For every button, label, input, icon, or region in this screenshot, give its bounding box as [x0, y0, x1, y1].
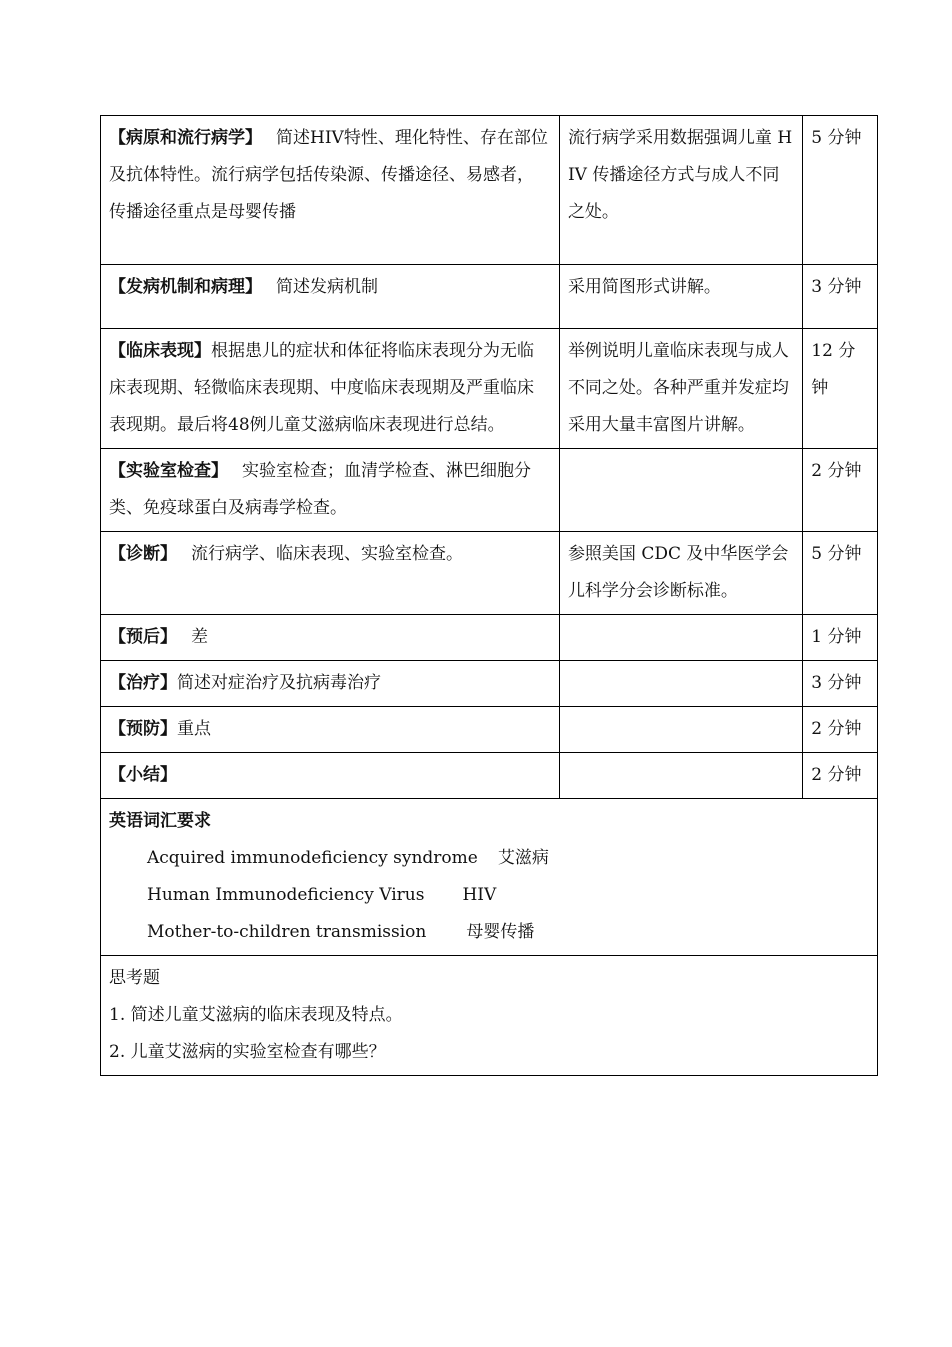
time-cell: 5 分钟 [803, 532, 878, 615]
time-cell: 2 分钟 [803, 753, 878, 799]
section-heading: 【治疗】 [109, 673, 177, 693]
section-body: 实验室检查；血清学检查、淋巴细胞分类、免疫球蛋白及病毒学检查。 [109, 461, 531, 518]
vocab-term-zh: 母婴传播 [466, 922, 535, 942]
section-heading: 【诊断】 [109, 544, 177, 564]
table-row [101, 116, 878, 265]
content-cell [101, 615, 560, 661]
vocab-title: 英语词汇要求 [109, 811, 211, 831]
vocab-item [109, 914, 869, 951]
section-heading: 【临床表现】 [109, 341, 211, 361]
section-heading: 【预后】 [109, 627, 177, 647]
method-cell [559, 707, 802, 753]
questions-section [101, 956, 878, 1076]
section-body: 简述对症治疗及抗病毒治疗 [177, 673, 381, 693]
vocab-term-en: Mother-to-children transmission [147, 922, 427, 942]
time-cell: 3 分钟 [803, 265, 878, 329]
vocab-section [101, 799, 878, 956]
questions-cell [101, 956, 878, 1076]
method-cell: 举例说明儿童临床表现与成人不同之处。各种严重并发症均采用大量丰富图片讲解。 [559, 329, 802, 449]
section-body: 重点 [177, 719, 211, 739]
table-row [101, 265, 878, 329]
table-row [101, 707, 878, 753]
vocab-term-en: Human Immunodeficiency Virus [147, 885, 425, 905]
section-heading: 【实验室检查】 [109, 461, 228, 481]
time-cell: 2 分钟 [803, 707, 878, 753]
content-cell [101, 449, 560, 532]
section-body: 根据患儿的症状和体征将临床表现分为无临床表现期、轻微临床表现期、中度临床表现期及严重临床表现期。最后将48例儿童艾滋病临床表现进行总结。 [109, 341, 534, 435]
table-row [101, 615, 878, 661]
table-row [101, 661, 878, 707]
time-cell: 1 分钟 [803, 615, 878, 661]
section-heading: 【预防】 [109, 719, 177, 739]
questions-title: 思考题 [109, 968, 160, 988]
time-cell: 2 分钟 [803, 449, 878, 532]
vocab-term-zh: HIV [462, 885, 497, 905]
vocab-cell [101, 799, 878, 956]
section-heading: 【病原和流行病学】 [109, 128, 262, 148]
table-row [101, 753, 878, 799]
section-body: 差 [191, 627, 208, 647]
method-cell [559, 449, 802, 532]
table-row [101, 329, 878, 449]
content-cell [101, 116, 560, 265]
method-cell [559, 615, 802, 661]
vocab-item [109, 840, 869, 877]
table-row [101, 532, 878, 615]
content-cell [101, 329, 560, 449]
section-heading: 【小结】 [109, 765, 177, 785]
lesson-plan-table [100, 115, 878, 1076]
content-cell [101, 707, 560, 753]
section-body: 简述发病机制 [276, 277, 378, 297]
method-cell [559, 661, 802, 707]
table-row [101, 449, 878, 532]
section-body: 简述HIV特性、理化特性、存在部位及抗体特性。流行病学包括传染源、传播途径、易感者，传播途径重点是母婴传播 [109, 128, 548, 222]
question-item: 2. 儿童艾滋病的实验室检查有哪些？ [109, 1042, 386, 1062]
method-cell [559, 753, 802, 799]
content-cell [101, 532, 560, 615]
method-cell: 流行病学采用数据强调儿童 HIV 传播途径方式与成人不同之处。 [559, 116, 802, 265]
content-cell [101, 265, 560, 329]
method-cell: 采用简图形式讲解。 [559, 265, 802, 329]
method-cell: 参照美国 CDC 及中华医学会儿科学分会诊断标准。 [559, 532, 802, 615]
vocab-term-zh: 艾滋病 [497, 848, 549, 868]
time-cell: 12 分钟 [803, 329, 878, 449]
content-cell [101, 661, 560, 707]
vocab-term-en: Acquired immunodeficiency syndrome [147, 848, 478, 868]
question-item: 1. 简述儿童艾滋病的临床表现及特点。 [109, 1005, 403, 1025]
section-body: 流行病学、临床表现、实验室检查。 [191, 544, 463, 564]
time-cell: 5 分钟 [803, 116, 878, 265]
section-heading: 【发病机制和病理】 [109, 277, 262, 297]
time-cell: 3 分钟 [803, 661, 878, 707]
vocab-item [109, 877, 869, 914]
content-cell [101, 753, 560, 799]
